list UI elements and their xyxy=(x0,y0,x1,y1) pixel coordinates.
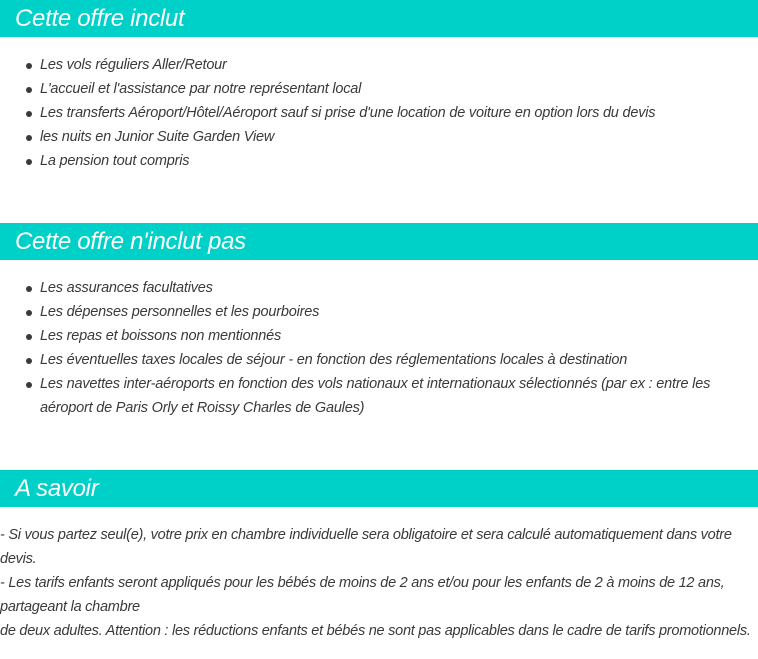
bullet-icon xyxy=(26,63,32,69)
included-title: Cette offre inclut xyxy=(15,5,185,32)
not-included-section-header xyxy=(0,223,758,260)
bullet-icon xyxy=(26,358,32,364)
list-item: les nuits en Junior Suite Garden View xyxy=(0,125,740,149)
bullet-icon xyxy=(26,334,32,340)
list-item: L'accueil et l'assistance par notre représentant local xyxy=(0,77,740,101)
list-item: Les repas et boissons non mentionnés xyxy=(0,324,740,348)
bullet-icon xyxy=(26,111,32,117)
not-included-list xyxy=(0,276,740,420)
included-section-header xyxy=(0,0,758,37)
good-to-know-section-header xyxy=(0,470,758,507)
note-line: - Si vous partez seul(e), votre prix en chambre individuelle sera obligatoire et sera calculé automatiquement dans votre devis. xyxy=(0,527,732,567)
not-included-title: Cette offre n'inclut pas xyxy=(15,228,246,255)
list-item: Les vols réguliers Aller/Retour xyxy=(0,53,740,77)
note-line: de deux adultes. Attention : les réductions enfants et bébés ne sont pas applicables dans le cadre de tarifs promotionnels. xyxy=(0,623,751,639)
bullet-icon xyxy=(26,382,32,388)
bullet-icon xyxy=(26,286,32,292)
bullet-icon xyxy=(26,159,32,165)
bullet-icon xyxy=(26,135,32,141)
note-line: - Les tarifs enfants seront appliqués pour les bébés de moins de 2 ans et/ou pour les enfants de 2 à moins de 12 ans, partageant la chambre xyxy=(0,575,725,615)
good-to-know-notes xyxy=(0,523,758,643)
list-item: La pension tout compris xyxy=(0,149,740,173)
list-item: Les éventuelles taxes locales de séjour - en fonction des réglementations locales à destination xyxy=(0,348,740,372)
list-item: Les assurances facultatives xyxy=(0,276,740,300)
included-list xyxy=(0,53,740,173)
list-item: Les dépenses personnelles et les pourboires xyxy=(0,300,740,324)
bullet-icon xyxy=(26,310,32,316)
good-to-know-title: A savoir xyxy=(15,475,99,502)
list-item: Les navettes inter-aéroports en fonction des vols nationaux et internationaux sélectionnés (par ex : entre les aéroport de Paris Orly et Roissy Charles de Gaules) xyxy=(0,372,740,420)
list-item: Les transferts Aéroport/Hôtel/Aéroport sauf si prise d'une location de voiture en option lors du devis xyxy=(0,101,740,125)
bullet-icon xyxy=(26,87,32,93)
